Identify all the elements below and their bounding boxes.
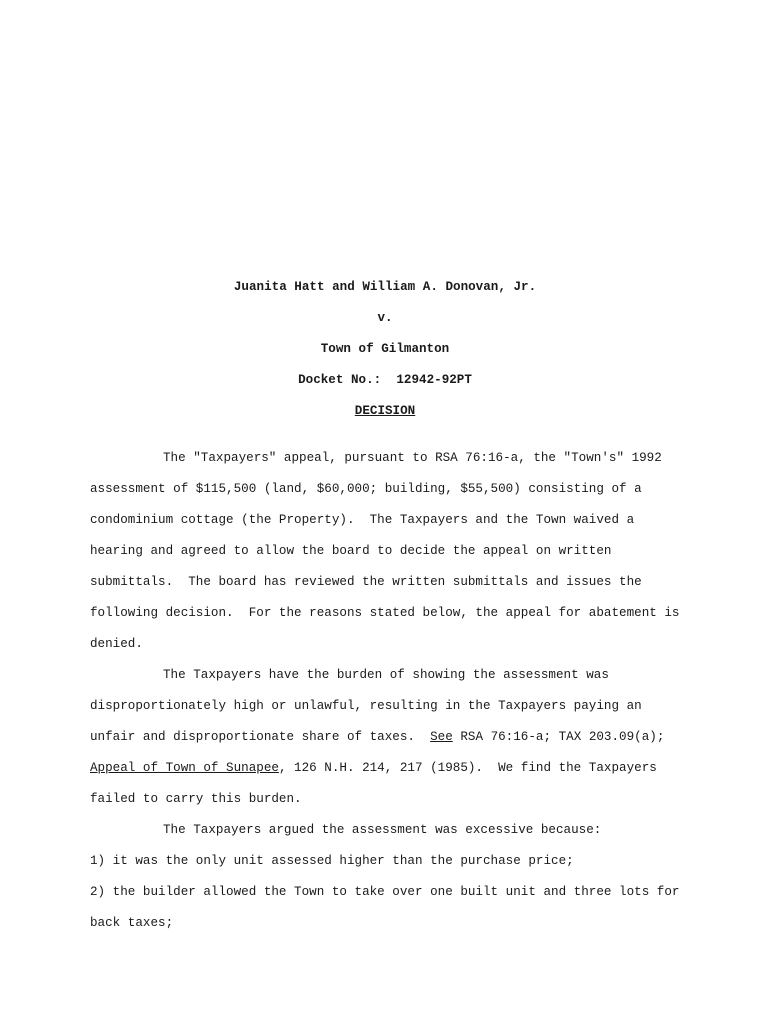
p2-line4-post: , 126 N.H. 214, 217 (1985). We find the Taxpayers: [278, 761, 657, 775]
list-item-1: 1) it was the only unit assessed higher than the purchase price;: [90, 854, 574, 868]
decision-heading-text: DECISION: [354, 404, 416, 418]
p1-line4: hearing and agreed to allow the board to decide the appeal on written: [90, 544, 612, 558]
p2-line1: The Taxpayers have the burden of showing the assessment was: [163, 668, 609, 682]
docket-number: 12942-92PT: [396, 373, 472, 387]
p2-line4: [90, 760, 657, 776]
caption-parties: Juanita Hatt and William A. Donovan, Jr.: [233, 280, 537, 294]
see-signal: See: [430, 730, 453, 744]
p2-line3-pre: unfair and disproportionate share of taxes.: [90, 730, 431, 744]
list-item-2-line1: 2) the builder allowed the Town to take over one built unit and three lots for: [90, 885, 680, 899]
p2-line5: failed to carry this burden.: [90, 792, 302, 806]
p1-line2: assessment of $115,500 (land, $60,000; building, $55,500) consisting of a: [90, 482, 642, 496]
p2-line3-post: RSA 76:16-a; TAX 203.09(a);: [452, 730, 665, 744]
p2-line2: disproportionately high or unlawful, resulting in the Taxpayers paying an: [90, 699, 642, 713]
caption-respondent: Town of Gilmanton: [320, 342, 450, 356]
list-item-2-line2: back taxes;: [90, 916, 174, 930]
p2-line3: [90, 729, 664, 745]
p3-line1: The Taxpayers argued the assessment was excessive because:: [163, 823, 602, 837]
docket-label: Docket No.:: [298, 373, 382, 387]
p1-line1: The "Taxpayers" appeal, pursuant to RSA 76:16-a, the "Town's" 1992: [163, 451, 662, 465]
p1-line7: denied.: [90, 637, 143, 651]
p1-line3: condominium cottage (the Property). The Taxpayers and the Town waived a: [90, 513, 635, 527]
case-citation: Appeal of Town of Sunapee: [90, 761, 279, 775]
p1-line5: submittals. The board has reviewed the written submittals and issues the: [90, 575, 642, 589]
caption-versus: v.: [377, 311, 393, 325]
caption-docket: [0, 372, 770, 388]
decision-heading: [0, 403, 770, 419]
p1-line6: following decision. For the reasons stated below, the appeal for abatement is: [90, 606, 680, 620]
